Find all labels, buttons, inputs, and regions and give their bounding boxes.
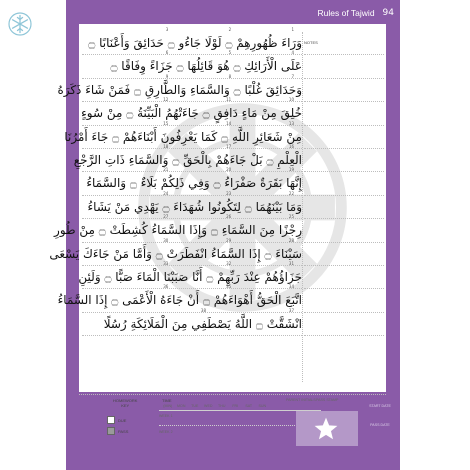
exercise-row — [82, 307, 302, 336]
verse-number: 13 — [288, 120, 294, 126]
weekday-header: THU — [218, 404, 226, 408]
notes-line[interactable] — [304, 149, 384, 172]
verse-number: 20 — [226, 167, 232, 173]
arabic-line: سَيْنَاءَ ۝ إِذَا السَّمَاءُ انْفَطَرَتْ ۝ وَأَمَّا مَنْ جَاءَكَ يَسْعَى — [49, 246, 302, 261]
arabic-line: وَرَاءَ ظُهُورِهِمْ ۝ لَوْلَا جَاءُو ۝ حَدَائِقَ وَأَعْنَابًا ۝ — [88, 36, 302, 50]
notes-label: NOTES — [304, 40, 318, 45]
verse-number: 17 — [226, 143, 232, 149]
time-label: TIME — [162, 398, 172, 403]
verse-number: 34 — [288, 284, 294, 290]
notes-line[interactable] — [304, 55, 384, 78]
verse-number: 18 — [163, 143, 169, 149]
verse-number: 7 — [291, 73, 294, 79]
notes-line[interactable] — [304, 266, 384, 289]
weekday-headers — [161, 404, 269, 408]
verse-number: 29 — [226, 237, 232, 243]
verse-number: 27 — [163, 214, 169, 220]
verse-number: 1 — [291, 27, 294, 32]
verse-number: 5 — [228, 50, 232, 56]
verse-number: 35 — [226, 284, 232, 290]
verse-number: 30 — [163, 237, 169, 243]
verse-number: 11 — [226, 97, 232, 103]
notes-line[interactable] — [304, 79, 384, 102]
notes-line[interactable] — [304, 32, 384, 55]
verse-number: 36 — [163, 284, 169, 290]
arabic-line: وَحَدَائِقَ غُلْبًا ۝ وَالسَّمَاءِ وَالطَّارِقِ ۝ فَمَنْ شَاءَ ذَكَرَهُ — [57, 82, 302, 97]
pass-date-label: PASS DATE — [370, 422, 390, 427]
verse-number: 21 — [163, 167, 169, 173]
verse-number: 38 — [200, 307, 206, 313]
verse-number: 24 — [163, 190, 169, 196]
verse-number: 9 — [165, 73, 169, 79]
verse-number: 2 — [228, 27, 232, 32]
arabic-line: خُلِقَ مِنْ مَاءٍ دَافِقٍ ۝ جَاءَتْهُمُ الْبَيِّنَةُ ۝ مِنْ سُوءٍ — [81, 106, 302, 121]
arabic-line: جَزَاؤُهُمْ عِنْدَ رَبِّهِمْ ۝ أَنَّا صَبَبْنَا الْمَاءَ صَبًّا ۝ وَلَئِنِ — [78, 269, 302, 284]
due-box-icon — [107, 416, 115, 424]
verse-number: 16 — [288, 143, 294, 149]
pass-key — [107, 427, 128, 435]
pass-box-icon — [107, 427, 115, 435]
star-icon — [313, 416, 339, 442]
notes-line[interactable] — [304, 219, 384, 242]
notes-line[interactable] — [304, 196, 384, 219]
arabic-line: اتَّبَعَ الْحَقُّ أَهْوَاءَهُمْ ۝ أَنْ جَاءَهُ الْأَعْمَى ۝ إِذَا السَّمَاءُ — [57, 293, 302, 308]
verse-number: 4 — [291, 50, 294, 56]
verse-number: 31 — [288, 260, 294, 266]
week-1-label: WEEK 1 — [159, 414, 173, 418]
due-label: DUE — [118, 417, 127, 423]
pass-stamp-label: PASS STAMP — [316, 398, 339, 402]
weekday-header: MON — [177, 404, 186, 408]
verse-number: 26 — [226, 214, 232, 220]
arabic-line: رِجْزًا مِنَ السَّمَاءِ ۝ وَإِذَا السَّمَاءُ كُشِطَتْ ۝ مِنْ طُورِ — [54, 223, 302, 238]
verse-number: 37 — [288, 307, 294, 313]
page-header — [300, 4, 400, 22]
verse-number: 12 — [163, 97, 169, 103]
weekday-header: SUN — [258, 404, 267, 408]
start-date-label: START DATE — [369, 404, 391, 408]
verse-number: 3 — [165, 27, 169, 32]
arabic-line: انْشَقَّتْ ۝ اللَّهُ يَصْطَفِي مِنَ الْمَلَائِكَةِ رُسُلًا — [103, 316, 302, 331]
chapter-title: Rules of Tajwid — [317, 8, 375, 18]
homework-key — [113, 398, 137, 408]
notes-line[interactable] — [304, 126, 384, 149]
homework-key-title: HOMEWORK — [113, 398, 138, 403]
weekday-header: (MIN) — [163, 404, 173, 408]
verse-number: 8 — [228, 73, 232, 79]
exercise-lines — [49, 27, 302, 336]
parent-initials-label: PARENT INITIALS — [286, 398, 316, 402]
notes-line[interactable] — [304, 172, 384, 195]
verse-number: 33 — [163, 260, 169, 266]
verse-number: 22 — [288, 190, 294, 196]
verse-number: 15 — [163, 120, 169, 126]
weekday-header: WED — [204, 404, 213, 408]
due-key — [107, 416, 126, 424]
notes-line[interactable] — [304, 289, 384, 312]
notes-column — [304, 32, 384, 336]
verse-number: 6 — [165, 50, 169, 56]
pass-label: PASS — [118, 428, 129, 434]
verse-number: 28 — [288, 237, 294, 243]
arabic-line: الْعِلْمِ ۝ بَلْ جَاءَهُمْ بِالْحَقِّ ۝ وَالسَّمَاءِ ذَاتِ الرَّجْعِ — [73, 152, 302, 167]
arabic-line: مِنْ شَعَائِرِ اللَّهِ ۝ كَمَا يَعْرِفُونَ أَبْنَاءَهُمْ ۝ جَاءَ أَمْرُنَا — [64, 129, 302, 144]
homework-separator — [79, 394, 386, 395]
verse-number: 14 — [226, 120, 232, 126]
week-2-label: WEEK 2 — [159, 430, 173, 434]
homework-key-subtitle: KEY — [121, 403, 130, 408]
verse-number: 10 — [288, 97, 294, 103]
verse-number: 25 — [288, 214, 294, 220]
snowflake-logo-icon — [8, 12, 32, 36]
weekday-header: FRI — [232, 404, 239, 408]
notes-line[interactable] — [304, 243, 384, 266]
notes-divider — [302, 32, 303, 382]
verse-number: 32 — [226, 260, 232, 266]
notes-line[interactable] — [304, 102, 384, 125]
arabic-line: عَلَى الْأَرَائِكِ ۝ هُوَ قَائِلُهَا ۝ جَزَاءً وِفَاقًا ۝ — [110, 59, 302, 74]
weekday-header: TUE — [191, 404, 199, 408]
date-labels — [362, 404, 398, 427]
arabic-line: إِنَّهَا بَقَرَةٌ صَفْرَاءُ ۝ وَفِي ذَلِكُمْ بَلَاءٌ ۝ وَالسَّمَاءُ — [86, 176, 302, 191]
weekday-header: SAT — [245, 404, 253, 408]
notes-line[interactable] — [304, 313, 384, 336]
page-number: 94 — [382, 8, 394, 18]
verse-number: 23 — [226, 190, 232, 196]
verse-number: 19 — [288, 167, 294, 173]
arabic-line: وَمَا بَيْنَهُمَا ۝ لِتَكُونُوا شُهَدَاءَ ۝ يَهْدِي مَنْ يَشَاءُ — [87, 199, 302, 214]
